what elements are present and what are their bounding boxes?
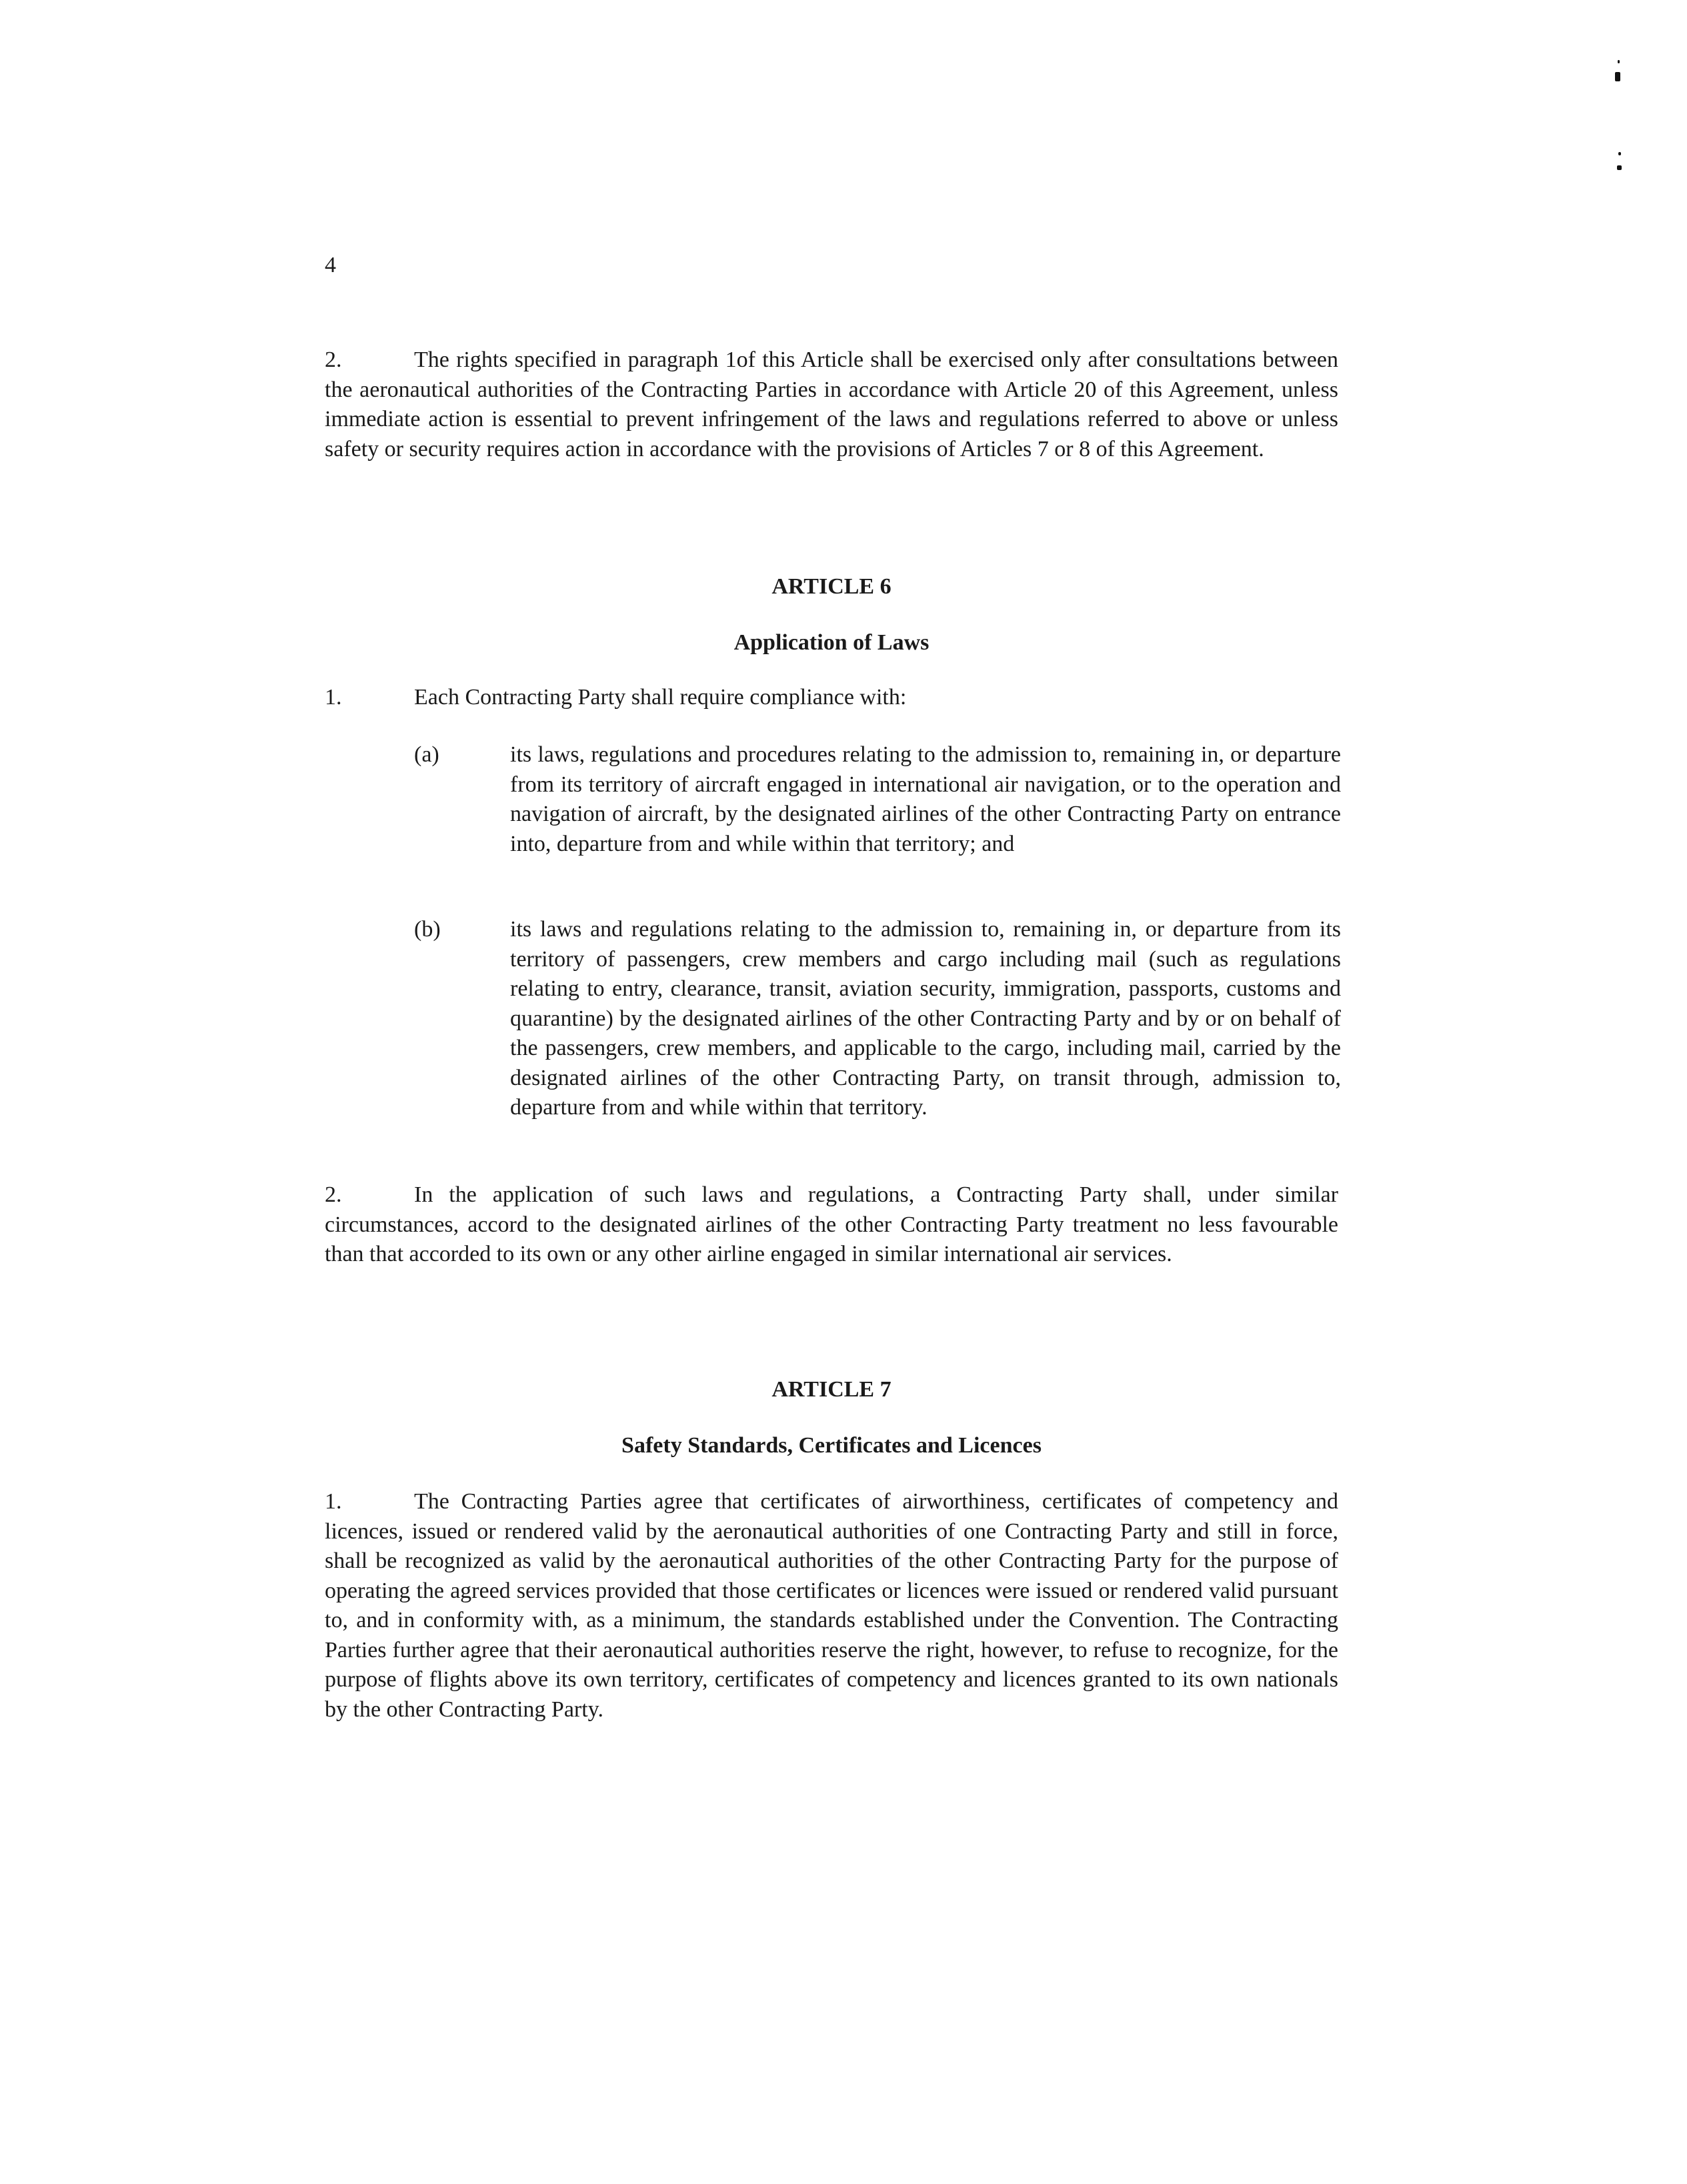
item-text: its laws, regulations and procedures relating to the admission to, remaining in, or departure from its territory of aircraft engaged in international air navigation, or to the operation and navigation of aircraft, by the designated airlines of the other Contracting Party on entrance into, departure from and while within that territory; and <box>510 742 1341 856</box>
article-6-item-a <box>414 740 1341 890</box>
paragraph-number: 1. <box>325 685 342 710</box>
article-7-title: Safety Standards, Certificates and Licences <box>621 1433 1042 1458</box>
article-6-title: Application of Laws <box>733 630 930 655</box>
paragraph-text: In the application of such laws and regulations, a Contracting Party shall, under similar circumstances, accord to the designated airlines of the other Contracting Party treatment no less favourable than that accorded to its own or any other airline engaged in similar international air services. <box>325 1182 1338 1266</box>
scan-mark <box>1617 165 1622 170</box>
paragraph-number: 1. <box>325 1489 342 1514</box>
scan-mark <box>1618 152 1621 155</box>
article-7-heading: ARTICLE 7 <box>771 1377 892 1402</box>
intro-paragraph <box>325 345 1338 464</box>
article-6-item-b <box>414 915 1341 1155</box>
article-7-paragraph-1 <box>325 1487 1338 1725</box>
item-label: (a) <box>414 742 439 767</box>
paragraph-text: The Contracting Parties agree that certificates of airworthiness, certificates of competency and licences, issued or rendered valid by the aeronautical authorities of one Contracting Party and still in force, shall be recognized as valid by the aeronautical authorities of the other Contracting Party for the purpose of operating the agreed services provided that those certificates or licences were issued or rendered valid pursuant to, and in conformity with, as a minimum, the standards established under the Convention. The Contracting Parties further agree that their aeronautical authorities reserve the right, however, to refuse to recognize, for the purpose of flights above its own territory, certificates of competency and licences granted to its own nationals by the other Contracting Party. <box>325 1489 1338 1722</box>
page-number: 4 <box>325 253 336 277</box>
paragraph-text: The rights specified in paragraph 1of this Article shall be exercised only after consultations between the aeronautical authorities of the Contracting Parties in accordance with Article 20 of this Agreement, unless immediate action is essential to prevent infringement of the laws and regulations referred to above or unless safety or security requires action in accordance with the provisions of Articles 7 or 8 of this Agreement. <box>325 347 1338 461</box>
article-6-heading: ARTICLE 6 <box>771 574 892 599</box>
scan-mark <box>1615 72 1620 81</box>
scan-mark <box>1618 60 1620 63</box>
paragraph-number: 2. <box>325 347 342 372</box>
paragraph-text: Each Contracting Party shall require compliance with: <box>414 685 907 710</box>
item-label: (b) <box>414 917 441 942</box>
paragraph-number: 2. <box>325 1182 342 1207</box>
article-6-paragraph-1 <box>325 683 1338 713</box>
item-text: its laws and regulations relating to the admission to, remaining in, or departure from its territory of passengers, crew members and cargo including mail (such as regulations relating to entry, clearance, transit, aviation security, immigration, passports, customs and quarantine) by the designated airlines of the other Contracting Party and by or on behalf of the passengers, crew members, and applicable to the cargo, including mail, carried by the designated airlines of the other Contracting Party, on transit through, admission to, departure from and while within that territory. <box>510 917 1341 1120</box>
article-6-paragraph-2 <box>325 1180 1338 1270</box>
